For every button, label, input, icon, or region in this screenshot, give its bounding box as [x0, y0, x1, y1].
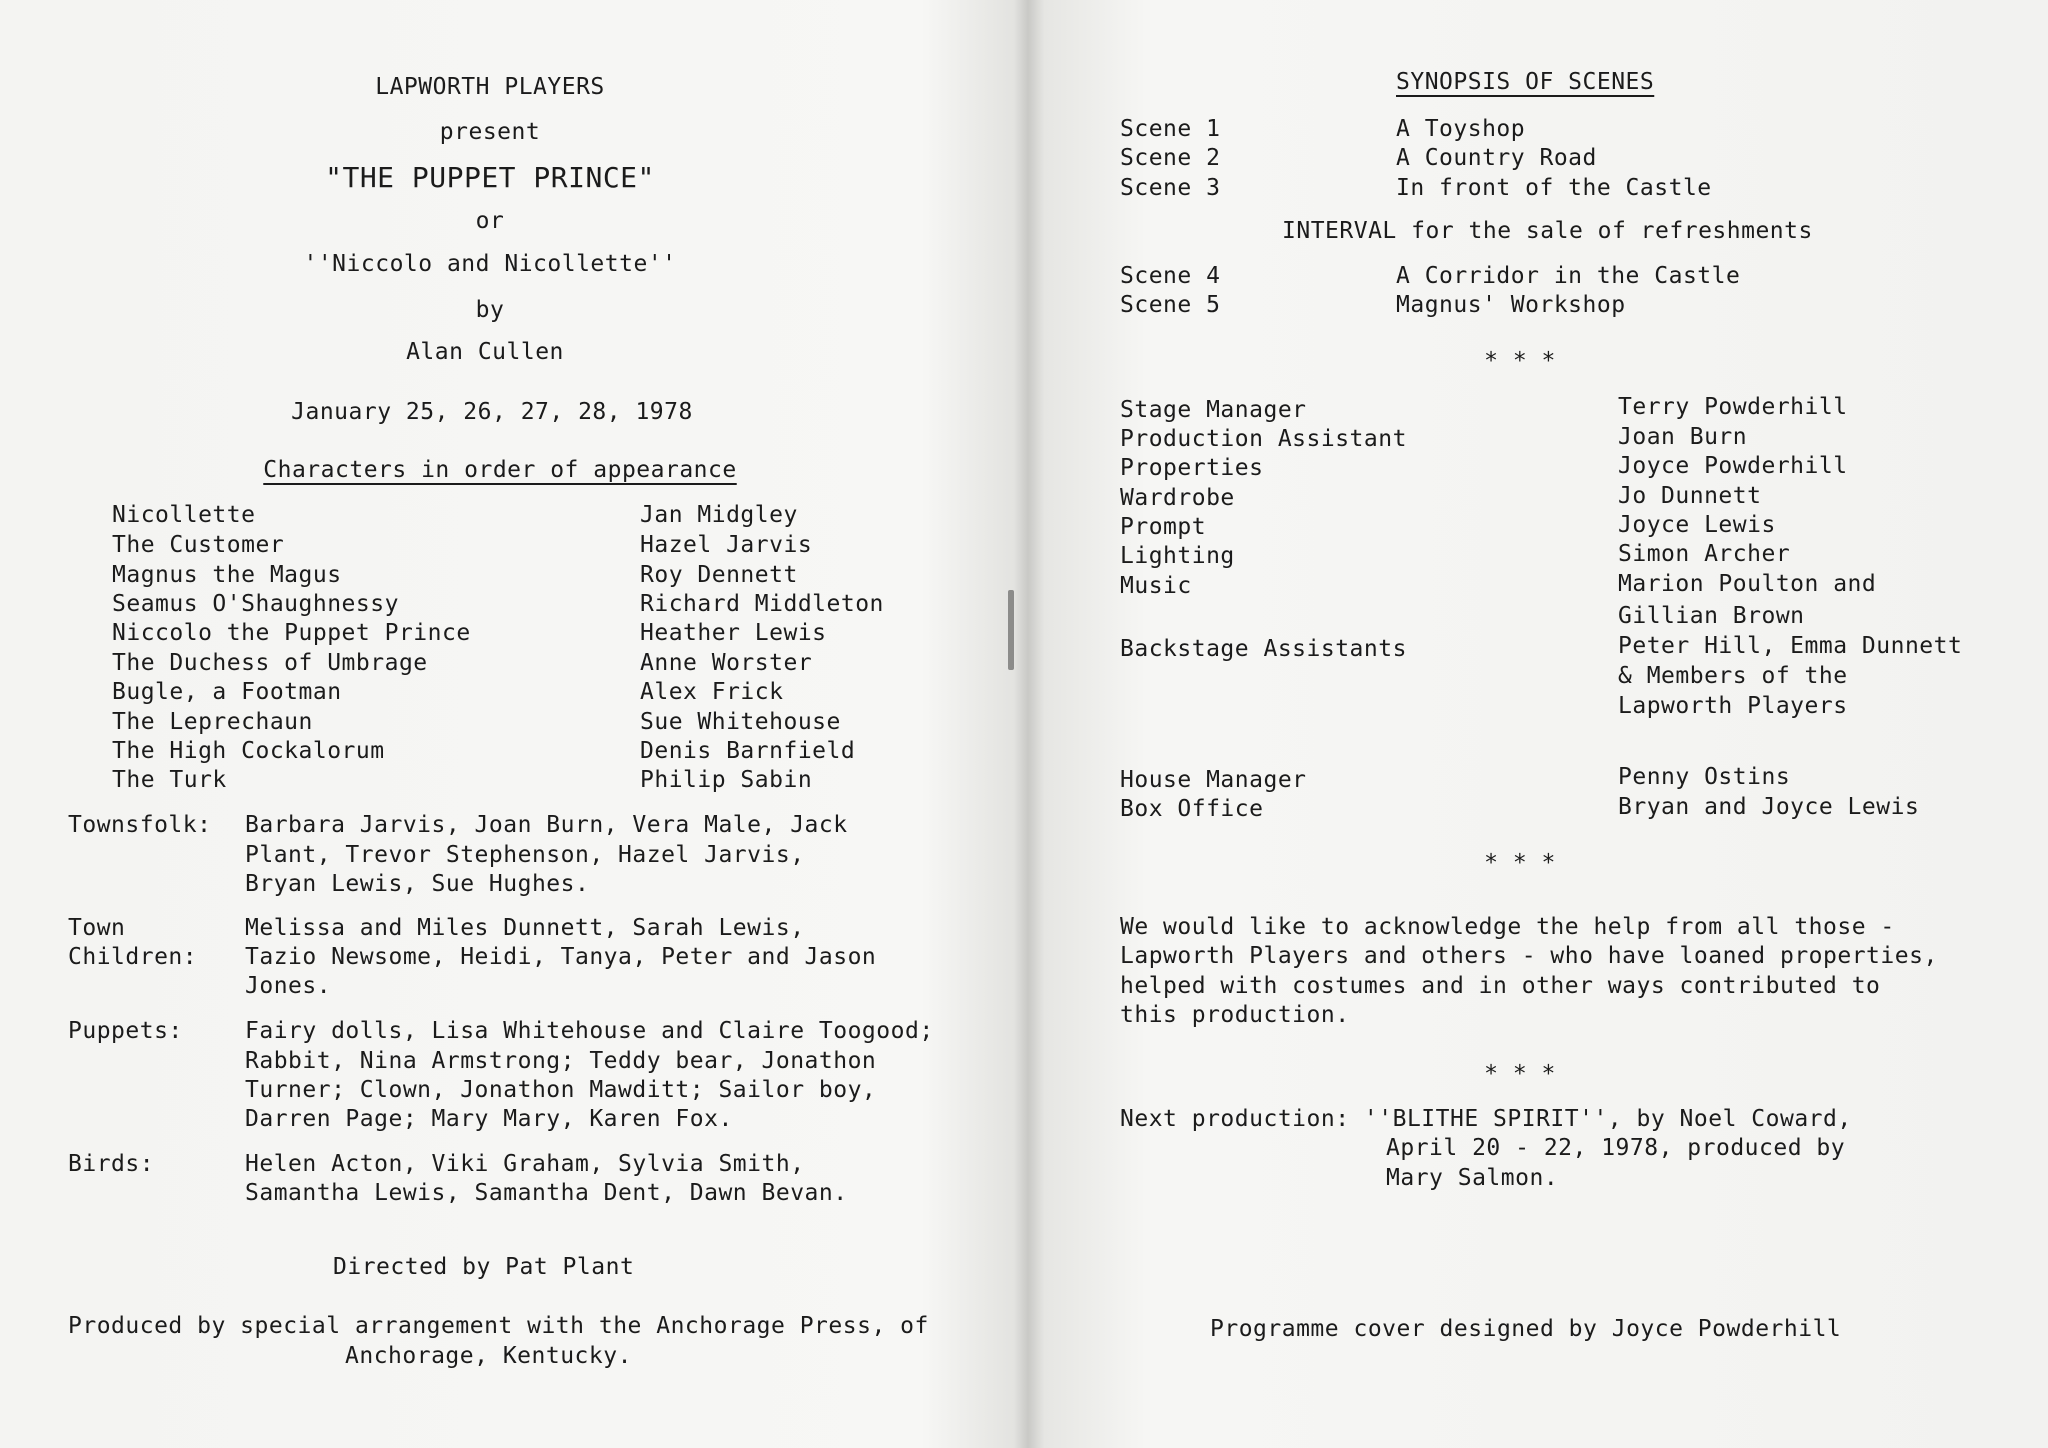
group-label: Puppets: [68, 1018, 183, 1044]
crew-job: Properties [1120, 455, 1264, 481]
section-divider: * * * [1484, 850, 1556, 876]
scene-place: A Country Road [1396, 145, 1597, 171]
group-line: Helen Acton, Viki Graham, Sylvia Smith, [245, 1151, 805, 1177]
or-text: or [475, 208, 505, 234]
actor: Roy Dennett [640, 562, 798, 588]
group-line: Darren Page; Mary Mary, Karen Fox. [245, 1106, 733, 1132]
crew-name: Marion Poulton and [1618, 571, 1877, 597]
present-text: present [439, 119, 541, 145]
performance-dates: January 25, 26, 27, 28, 1978 [291, 399, 693, 425]
role: The High Cockalorum [112, 738, 385, 764]
role: Nicollette [112, 502, 256, 528]
actor: Sue Whitehouse [640, 709, 841, 735]
group-line: Fairy dolls, Lisa Whitehouse and Claire Toogood; [245, 1018, 934, 1044]
group-line: Rabbit, Nina Armstrong; Teddy bear, Jonathon [245, 1048, 877, 1074]
actor: Heather Lewis [640, 620, 827, 646]
crew-name: Gillian Brown [1618, 603, 1805, 629]
actor: Jan Midgley [640, 502, 798, 528]
crew-name: Joyce Lewis [1618, 512, 1776, 538]
company-name: LAPWORTH PLAYERS [375, 74, 605, 100]
scene-number: Scene 2 [1120, 145, 1221, 171]
actor: Hazel Jarvis [640, 532, 813, 558]
left-page [0, 0, 1010, 1448]
author: Alan Cullen [406, 339, 564, 365]
scene-number: Scene 5 [1120, 292, 1221, 318]
produced-credit-line2: Anchorage, Kentucky. [345, 1343, 632, 1369]
play-title: "THE PUPPET PRINCE" [325, 161, 655, 194]
group-label: Children: [68, 944, 198, 970]
ack-line: this production. [1120, 1002, 1350, 1028]
role: Niccolo the Puppet Prince [112, 620, 471, 646]
characters-heading: Characters in order of appearance [263, 457, 737, 483]
crew-job: Stage Manager [1120, 397, 1307, 423]
scene-number: Scene 1 [1120, 116, 1221, 142]
crew-job: Box Office [1120, 796, 1264, 822]
crew-name: Terry Powderhill [1618, 394, 1848, 420]
ack-line: Lapworth Players and others - who have loaned properties, [1120, 943, 1938, 969]
play-subtitle: ''Niccolo and Nicollette'' [303, 251, 677, 277]
scene-number: Scene 4 [1120, 263, 1221, 289]
section-divider: * * * [1484, 348, 1556, 374]
group-label: Townsfolk: [68, 812, 212, 838]
group-label: Birds: [68, 1151, 155, 1177]
cover-credit: Programme cover designed by Joyce Powderhill [1210, 1316, 1842, 1342]
right-page [1010, 0, 2048, 1448]
role: Bugle, a Footman [112, 679, 342, 705]
next-line: Next production: ''BLITHE SPIRIT'', by Noel Coward, [1120, 1106, 1852, 1132]
scene-place: In front of the Castle [1396, 175, 1712, 201]
interval-note: INTERVAL for the sale of refreshments [1282, 218, 1813, 244]
scene-place: A Toyshop [1396, 116, 1526, 142]
role: The Leprechaun [112, 709, 313, 735]
crew-job: Prompt [1120, 514, 1207, 540]
crew-name: Jo Dunnett [1618, 483, 1762, 509]
role: Seamus O'Shaughnessy [112, 591, 399, 617]
group-line: Samantha Lewis, Samantha Dent, Dawn Bevan. [245, 1180, 848, 1206]
actor: Alex Frick [640, 679, 784, 705]
role: The Turk [112, 767, 227, 793]
crew-job: Production Assistant [1120, 426, 1407, 452]
group-line: Tazio Newsome, Heidi, Tanya, Peter and Jason [245, 944, 877, 970]
group-line: Plant, Trevor Stephenson, Hazel Jarvis, [245, 842, 805, 868]
actor: Richard Middleton [640, 591, 884, 617]
scene-number: Scene 3 [1120, 175, 1221, 201]
actor: Denis Barnfield [640, 738, 856, 764]
group-line: Bryan Lewis, Sue Hughes. [245, 871, 590, 897]
director-credit: Directed by Pat Plant [333, 1254, 635, 1280]
scene-place: A Corridor in the Castle [1396, 263, 1741, 289]
crew-job: Music [1120, 573, 1192, 599]
crew-job: House Manager [1120, 767, 1307, 793]
next-line: Mary Salmon. [1386, 1165, 1559, 1191]
section-divider: * * * [1484, 1061, 1556, 1087]
group-line: Jones. [245, 973, 332, 999]
actor: Philip Sabin [640, 767, 813, 793]
group-line: Barbara Jarvis, Joan Burn, Vera Male, Jack [245, 812, 848, 838]
crew-job: Backstage Assistants [1120, 636, 1407, 662]
crew-name: Joyce Powderhill [1618, 453, 1848, 479]
by-text: by [475, 297, 505, 323]
synopsis-heading: SYNOPSIS OF SCENES [1396, 69, 1655, 95]
crew-name: Penny Ostins [1618, 764, 1791, 790]
crew-name: & Members of the [1618, 663, 1848, 689]
next-line: April 20 - 22, 1978, produced by [1386, 1135, 1846, 1161]
ack-line: We would like to acknowledge the help from all those - [1120, 914, 1895, 940]
crew-name: Simon Archer [1618, 541, 1791, 567]
actor: Anne Worster [640, 650, 813, 676]
crew-name: Lapworth Players [1618, 693, 1848, 719]
group-line: Melissa and Miles Dunnett, Sarah Lewis, [245, 915, 805, 941]
group-line: Turner; Clown, Jonathon Mawditt; Sailor boy, [245, 1077, 877, 1103]
produced-credit: Produced by special arrangement with the Anchorage Press, of [68, 1313, 929, 1339]
crew-job: Wardrobe [1120, 485, 1235, 511]
ack-line: helped with costumes and in other ways contributed to [1120, 973, 1881, 999]
crew-job: Lighting [1120, 543, 1235, 569]
crew-name: Bryan and Joyce Lewis [1618, 794, 1920, 820]
crew-name: Peter Hill, Emma Dunnett [1618, 633, 1963, 659]
crew-name: Joan Burn [1618, 424, 1748, 450]
role: The Duchess of Umbrage [112, 650, 428, 676]
role: The Customer [112, 532, 285, 558]
scene-place: Magnus' Workshop [1396, 292, 1626, 318]
role: Magnus the Magus [112, 562, 342, 588]
group-label: Town [68, 915, 126, 941]
